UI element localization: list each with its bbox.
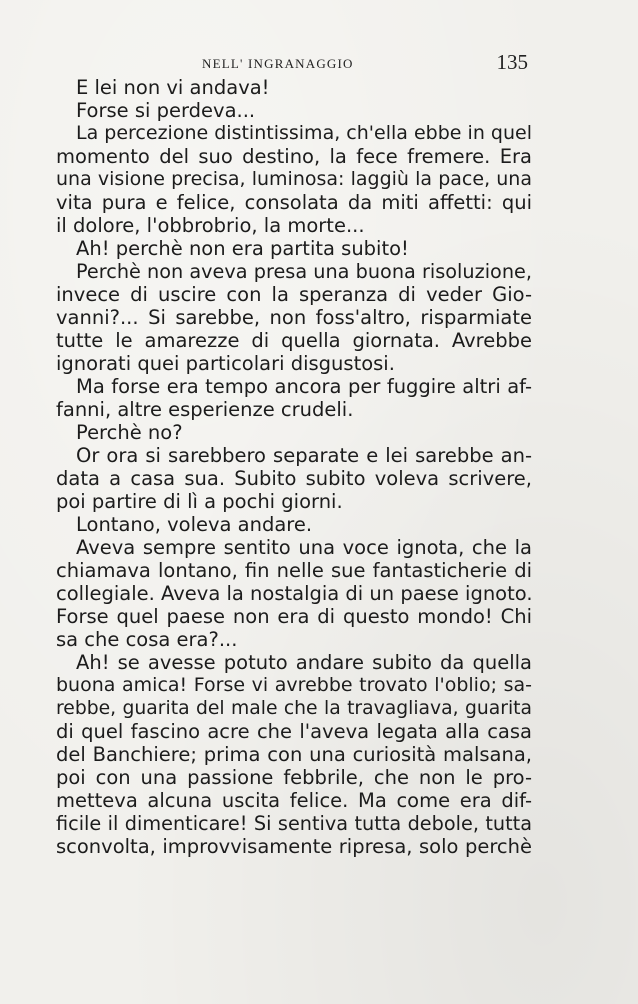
text-line: vita pura e felice, consolata da miti affetti: qui — [56, 191, 532, 214]
text-line: Perchè no? — [76, 421, 183, 444]
text-line: vanni?... Si sarebbe, non foss'altro, risparmiate — [56, 306, 532, 329]
text-line: buona amica! Forse vi avrebbe trovato l'oblio; sa- — [56, 674, 532, 696]
text-line: di quel fascino acre che l'aveva legata alla casa — [56, 720, 532, 743]
text-line: data a casa sua. Subito subito voleva scrivere, — [56, 467, 532, 490]
text-line: Lontano, voleva andare. — [76, 513, 313, 536]
text-line: Ah! perchè non era partita subito! — [76, 237, 409, 260]
running-head — [60, 50, 534, 78]
text-line: invece di uscire con la speranza di veder Gio- — [56, 283, 532, 306]
text-line: una visione precisa, luminosa: laggiù la pace, una — [56, 168, 532, 190]
text-line: Forse quel paese non era di questo mondo! Chi — [56, 605, 532, 628]
text-line: ficile il dimenticare! Si sentiva tutta debole, tutta — [56, 812, 532, 835]
running-title: NELL' INGRANAGGIO — [202, 56, 354, 71]
text-line: La percezione distintissima, ch'ella ebbe in quel — [76, 122, 532, 144]
text-line: Aveva sempre sentito una voce ignota, che la — [76, 536, 532, 559]
body-text — [56, 76, 532, 858]
text-line: Ah! se avesse potuto andare subito da quella — [76, 651, 532, 674]
text-line: ignorati quei particolari disgustosi. — [56, 352, 395, 375]
text-line: Forse si perdeva... — [76, 99, 256, 122]
text-line: del Banchiere; prima con una curiosità malsana, — [56, 743, 532, 766]
text-line: Perchè non aveva presa una buona risoluzione, — [76, 260, 532, 283]
text-line: collegiale. Aveva la nostalgia di un paese ignoto. — [56, 582, 533, 605]
text-line: momento del suo destino, la fece fremere. Era — [56, 145, 532, 168]
text-line: tutte le amarezze di quella giornata. Avrebbe — [56, 329, 532, 352]
text-line: sconvolta, improvvisamente ripresa, solo perchè — [56, 835, 532, 858]
text-line: sa che cosa era?... — [56, 628, 238, 651]
text-line: metteva alcuna uscita felice. Ma come era dif- — [56, 789, 532, 812]
text-line: Or ora si sarebbero separate e lei sarebbe an- — [76, 444, 532, 467]
text-line: E lei non vi andava! — [76, 76, 270, 99]
text-line: poi con una passione febbrile, che non le pro- — [56, 766, 532, 789]
text-line: fanni, altre esperienze crudeli. — [56, 398, 354, 421]
text-line: il dolore, l'obbrobrio, la morte... — [56, 214, 365, 237]
text-line: rebbe, guarita del male che la travagliava, guarita — [56, 698, 532, 719]
text-line: Ma forse era tempo ancora per fuggire altri af- — [76, 375, 532, 398]
text-line: poi partire di lì a pochi giorni. — [56, 490, 343, 513]
page-number: 135 — [496, 50, 528, 74]
text-line: chiamava lontano, fin nelle sue fantasticherie di — [56, 559, 532, 582]
